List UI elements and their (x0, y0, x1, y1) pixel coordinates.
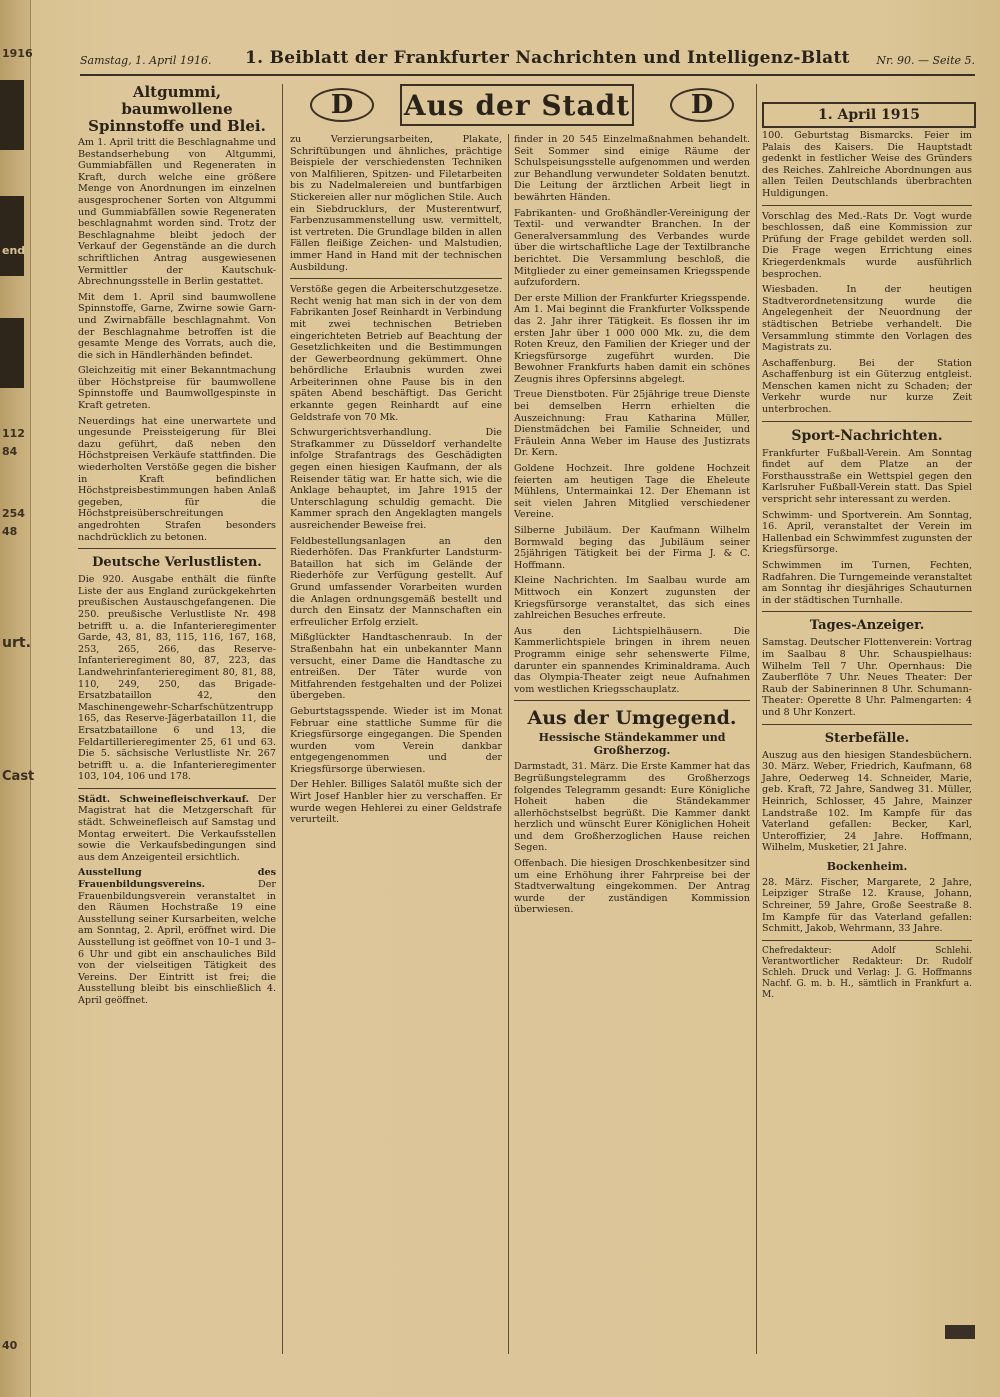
section-rule (78, 548, 276, 549)
section-title: Sport-Nachrichten. (791, 427, 943, 444)
edge-fragment: 112 (2, 427, 25, 440)
section-headline: Aus der Umgegend. (527, 707, 737, 730)
article-paragraph: finder in 20 545 Einzelmaßnahmen behandelt. Seit Sommer sind einige Räume der Schulspeisungsstelle aufgenommen und werden zur Behandlung verwundeter Soldaten benutzt. Die Leitung der ärztlichen Arbeit liegt in bewährten Händen. (514, 134, 750, 203)
imprint: Chefredakteur: Adolf Schlehi. Verantwortlicher Redakteur: Dr. Rudolf Schleh. Druck und Verlag: J. G. Hoffmanns Nachf. G. m. b. H., sämtlich in Frankfurt a. M. (762, 945, 972, 1000)
column-divider (282, 84, 283, 1354)
edge-dark-block (0, 196, 24, 276)
article-paragraph: Schwurgerichtsverhandlung. Die Strafkammer zu Düsseldorf verhandelte infolge Strafantrags des Geschädigten gegen einen hiesigen Kaufmann, der als Reisender tätig war. Er hatte sich, wie die Anklage behauptet, im Jahre 1915 der Unterschlagung schuldig gemacht. Die Kammer sprach den Angeklagten mangels ausreichender Beweise frei. (290, 427, 502, 531)
article-paragraph: Samstag. Deutscher Flottenverein: Vortrag im Saalbau 8 Uhr. Schauspielhaus: Wilhelm Tell 7 Uhr. Opernhaus: Die Zauberflöte 7 Uhr. Neues Theater: Der Raub der Sabinerinnen 8 Uhr. Schumann-Theater: Operette 8 Uhr. Palmengarten: 4 und 8 Uhr Konzert. (762, 637, 972, 718)
article-paragraph: Vorschlag des Med.-Rats Dr. Vogt wurde beschlossen, daß eine Kommission zur Prüfung der Frage gebildet werden soll. Die Frage wegen Errichtung eines Kriegerdenkmals wurde ausführlich besprochen. (762, 210, 972, 280)
section-title: Bockenheim. (826, 859, 908, 873)
article-paragraph: 100. Geburtstag Bismarcks. Feier im Palais des Kaisers. Die Hauptstadt gedenkt in festlicher Weise des Gründers des Reiches. Zahlreiche Abordnungen aus allen Teilen Deutschlands überbrachten Huldigungen. (762, 130, 972, 199)
edge-fragment: 48 (2, 525, 18, 538)
article-paragraph: Feldbestellungsanlagen an den Riederhöfen. Das Frankfurter Landsturm-Bataillon hat sich im Gelände der Riederhöfe zur Verfügung gestellt. Auf Grund umfassender Vorarbeiten wurden die Anlagen ordnungsgemäß bestellt und durch den Einsatz der Mannschaften ein erfreulicher Erfolg erzielt. (290, 535, 502, 628)
corner-mark (945, 1325, 975, 1339)
edge-dark-block (0, 318, 24, 388)
article-paragraph: Aschaffenburg. Bei der Station Aschaffenburg ist ein Güterzug entgleist. Menschen kamen nicht zu Schaden; der Verkehr wurde nur kurze Zeit unterbrochen. (762, 357, 972, 416)
date-box (762, 102, 976, 128)
banner-ornament-right: D (670, 88, 734, 122)
column-2 (290, 134, 502, 830)
date-box-label: 1. April 1915 (818, 107, 920, 123)
masthead-page-number: Nr. 90. — Seite 5. (876, 54, 975, 67)
article-paragraph: Geburtstagsspende. Wieder ist im Monat Februar eine stattliche Summe für die Kriegsfürsorge eingegangen. Die Spenden wurden vom Verein dankbar entgegengenommen und der Kriegsfürsorge überwiesen. (290, 705, 502, 775)
article-paragraph: Darmstadt, 31. März. Die Erste Kammer hat das Begrüßungstelegramm des Großherzogs folgendes Telegramm gesandt: Eure Königliche Hoheit haben die Ständekammer allerhöchstselbst begrüßt. Die Kammer dankt herzlich und wünscht Eurer Königlichen Hoheit und dem Großherzoglichen Hause reichen Segen. (514, 761, 750, 854)
article-headline: Altgummi, baumwollene Spinnstoffe und Blei. (88, 83, 266, 135)
edge-fragment: 1916 (2, 47, 33, 60)
edge-fragment: urt. (2, 635, 31, 651)
section-rule (514, 700, 750, 701)
article-paragraph: 28. März. Fischer, Margarete, 2 Jahre, Leipziger Straße 12. Krause, Johann, Schreiner, 59 Jahre, Große Seestraße 8. Im Kampfe für das Vaterland gefallen: Schmitt, Jakob, Wehrmann, 33 Jahre. (762, 876, 972, 935)
article-paragraph: Schwimmen im Turnen, Fechten, Radfahren. Die Turngemeinde veranstaltet am Sonntag ihr diesjähriges Schauturnen in der städtischen Turnhalle. (762, 560, 972, 606)
banner-box (400, 84, 634, 126)
article-paragraph: Gleichzeitig mit einer Bekanntmachung über Höchstpreise für baumwollene Spinnstoffe und Baumwollgespinste in Kraft getreten. (78, 365, 276, 412)
article-paragraph: zu Verzierungsarbeiten, Plakate, Schriftübungen und ähnliches, prächtige Beispiele der verschiedensten Techniken von Malfilieren, Spitzen- und Filetarbeiten bis zu Nadelmalereien und buntfarbigen Stickereien aller nur möglichen Stile. Auch ein Siebdrucklurs, der Musterentwurf, Farbenzusammenstellung usw. vermittelt, ist vertreten. Die Grundlage bilden in allen Fällen fleißige Zeichen- und Malstudien, immer Hand in Hand mit der technischen Ausbildung. (290, 134, 502, 273)
section-title: Sterbefälle. (824, 730, 910, 746)
item-text: Der Frauenbildungsverein veranstaltet in den Räumen Hochstraße 19 eine Ausstellung seiner Kursarbeiten, welche am Sonntag, 2. April, eröffnet wird. Die Ausstellung ist geöffnet von 10–1 und 3–6 Uhr und gibt ein anschauliches Bild von der vielseitigen Tätigkeit des Vereins. Der Eintritt ist frei; die Ausstellung bleibt bis einschließlich 4. April geöffnet. (78, 879, 276, 1006)
section-rule (762, 724, 972, 725)
edge-fragment: Cast (2, 769, 35, 784)
article-paragraph: Auszug aus den hiesigen Standesbüchern. 30. März. Weber, Friedrich, Kaufmann, 68 Jahre, Oederweg 14. Schneider, Marie, geb. Kraft, 72 Jahre, Sandweg 31. Müller, Heinrich, Schlosser, 45 Jahre, Mainzer Landstraße 102. Im Kampfe für das Vaterland gefallen: Becker, Karl, Unteroffizier, 24 Jahre. Hoffmann, Wilhelm, Musketier, 21 Jahre. (762, 749, 972, 854)
article-paragraph: Offenbach. Die hiesigen Droschkenbesitzer sind um eine Erhöhung ihrer Fahrpreise bei der Stadtverwaltung eingekommen. Der Antrag wurde der zuständigen Kommission überwiesen. (514, 858, 750, 916)
article-paragraph: Der Hehler. Billiges Salatöl mußte sich der Wirt Josef Hanbler hier zu verschaffen. Er wurde wegen Hehlerei zu einer Geldstrafe verurteilt. (290, 779, 502, 826)
article-paragraph: Die 920. Ausgabe enthält die fünfte Liste der aus England zurückgekehrten preußischen Austauschgefangenen. Die 250. preußische Verlustliste Nr. 498 betrifft u. a. die Infanterieregimenter Garde, 43, 81, 83, 115, 116, 167, 168, 253, 265, 266, das Reserve-Infanterieregiment 80, 87, 223, das Landwehrinfanterieregiment 80, 81, 88, 110, 249, 250, das Brigade-Ersatzbataillon 42, den Maschinengewehr-Scharfschützentrupp 165, das Reserve-Jägerbataillon 11, die Ersatzbataillone 6 und 13, die Feldartillerieregimenter 25, 61 und 63. Die 5. sächsische Verlustliste Nr. 267 betrifft u. a. die Infanterieregimenter 103, 104, 106 und 178. (78, 574, 276, 783)
banner-ornament-left: D (310, 88, 374, 122)
article-paragraph: Wiesbaden. In der heutigen Stadtverordnetensitzung wurde die Angelegenheit der Neuordnung der städtischen Betriebe verhandelt. Die Versammlung stimmte den Vorlagen des Magistrats zu. (762, 284, 972, 354)
section-rule (78, 788, 276, 789)
article-paragraph: Kleine Nachrichten. Im Saalbau wurde am Mittwoch ein Konzert zugunsten der Kriegsfürsorge veranstaltet, das sich eines zahlreichen Besuches erfreute. (514, 575, 750, 622)
article-paragraph: Goldene Hochzeit. Ihre goldene Hochzeit feierten am heutigen Tage die Eheleute Mühlens, Untermainkai 12. Der Ehemann ist seit vielen Jahren Mitglied verschiedener Vereine. (514, 463, 750, 521)
section-banner (290, 84, 750, 126)
edge-dark-block (0, 80, 24, 150)
article-paragraph: Schwimm- und Sportverein. Am Sonntag, 16. April, veranstaltet der Verein im Hallenbad ein Schwimmfest zugunsten der Kriegsfürsorge. (762, 509, 972, 556)
article-paragraph: Der erste Million der Frankfurter Kriegsspende. Am 1. Mai beginnt die Frankfurter Volksspende das 2. Jahr ihrer Tätigkeit. Es flossen ihr im ersten Jahr über 1 000 000 Mk. zu, die dem Roten Kreuz, den Familien der Krieger und der Kriegsfürsorge zugeführt wurden. Die Bewohner Frankfurts haben damit ein schönes Zeugnis ihres Opfersinns abgelegt. (514, 292, 750, 385)
article-paragraph: Mißglückter Handtaschenraub. In der Straßenbahn hat ein unbekannter Mann versucht, einer Dame die Handtasche zu entreißen. Der Täter wurde von Mitfahrenden festgehalten und der Polizei übergeben. (290, 632, 502, 702)
section-title: Deutsche Verlustlisten. (92, 555, 262, 571)
section-rule (762, 940, 972, 941)
edge-fragment: 254 (2, 507, 25, 520)
column-divider (756, 84, 757, 1354)
item-title: Ausstellung des Frauenbildungsvereins. (78, 867, 276, 891)
banner-title: Aus der Stadt (403, 88, 631, 122)
article-paragraph: Neuerdings hat eine unerwartete und ungesunde Preissteigerung für Blei dazu geführt, daß neben den Höchstpreisen Verkäufe stattfinden. Die wiederholten Verstöße gegen die bisher in Kraft befindlichen Höchstpreisbestimmungen haben Anlaß gegeben, für die Höchstpreisüberschreitungen angedrohten Strafen besonders nachdrücklich zu betonen. (78, 415, 276, 543)
section-title: Tages-Anzeiger. (809, 618, 925, 634)
article-paragraph: Treue Dienstboten. Für 25jährige treue Dienste bei demselben Herrn erhielten die Auszeichnung: Frau Katharina Müller, Dienstmädchen bei Familie Schneider, und Fräulein Anna Weber im Hause des Justizrats Dr. Kern. (514, 389, 750, 459)
section-rule (762, 421, 972, 422)
column-divider (508, 134, 509, 1354)
article-paragraph: Aus den Lichtspielhäusern. Die Kammerlichtspiele bringen in ihrem neuen Programm einige sehr sehenswerte Filme, darunter ein spannendes Kriminaldrama. Auch das Olympia-Theater zeigt neue Aufnahmen vom westlichen Kriegsschauplatz. (514, 625, 750, 695)
section-subtitle: Hessische Ständekammer und Großherzog. (538, 731, 726, 758)
masthead (80, 46, 975, 76)
section-rule (762, 611, 972, 612)
article-paragraph: Frankfurter Fußball-Verein. Am Sonntag findet auf dem Platze an der Forsthausstraße ein Wettspiel gegen den Karlsruher Fußball-Verein statt. Das Spiel verspricht sehr interessant zu werden. (762, 447, 972, 506)
masthead-date: Samstag, 1. April 1916. (80, 54, 212, 67)
column-3 (514, 134, 750, 920)
article-paragraph: Verstöße gegen die Arbeiterschutzgesetze. Recht wenig hat man sich in der von dem Fabrikanten Josef Reinhardt in Verbindung mit zwei technischen Betrieben eingerichteten Betrieb auf Beachtung der Gesetzlichkeiten und die Bestimmungen der Gewerbeordnung gekümmert. Ohne behördliche Erlaubnis wurden zwei Arbeiterinnen ohne Pause bis in den späten Abend beschäftigt. Das Gericht erkannte gegen Reinhardt auf eine Geldstrafe von 70 Mk. (290, 284, 502, 423)
item-text: Der Magistrat hat die Metzgerschaft für städt. Schweinefleisch auf Samstag und Montag erweitert. Die Verkaufsstellen sowie die Verkaufsbedingungen sind aus dem Anzeigenteil ersichtlich. (78, 793, 276, 863)
article-paragraph: Fabrikanten- und Großhändler-Vereinigung der Textil- und verwandter Branchen. In der Generalversammlung des Verbandes wurde über die wirtschaftliche Lage der Textilbranche berichtet. Die Versammlung beschloß, die Mitglieder zu einer gemeinsamen Kriegsspende aufzufordern. (514, 207, 750, 289)
left-edge-adjacent-page (0, 0, 35, 1397)
edge-fragment: 40 (2, 1339, 18, 1352)
section-rule (290, 278, 502, 279)
edge-fragment: 84 (2, 445, 18, 458)
article-paragraph: Mit dem 1. April sind baumwollene Spinnstoffe, Garne, Zwirne sowie Garn- und Zwirnabfälle beschlagnahmt. Von der Beschlagnahme betroffen ist die gesamte Menge des Vorrats, auch die, die sich in Händlerhänden befindet. (78, 291, 276, 361)
item-title: Städt. Schweinefleischverkauf. (78, 793, 249, 805)
masthead-title: 1. Beiblatt der Frankfurter Nachrichten und Intelligenz-Blatt (245, 48, 850, 68)
column-4 (762, 130, 972, 1005)
column-1 (78, 84, 276, 1011)
section-rule (762, 205, 972, 206)
edge-fragment: end (2, 244, 26, 257)
article-paragraph: Am 1. April tritt die Beschlagnahme und Bestandserhebung von Altgummi, Gummiabfällen und Regeneraten in Kraft, durch welche eine größere Menge von Anordnungen im einzelnen ausgesprochener Sorten von Altgummi und Gummiabfällen sowie Regeneraten beschlagnahmt worden sind. Trotz der Beschlagnahme bleibt jedoch der Verkauf der Gegenstände an die durch schriftlichen Antrag ausgewiesenen Vermittler der Kautschuk-Abrechnungsstelle in Berlin gestattet. (78, 137, 276, 288)
article-paragraph: Silberne Jubiläum. Der Kaufmann Wilhelm Bormwald beging das Jubiläum seiner 25jährigen Tätigkeit bei der Firma J. & C. Hoffmann. (514, 525, 750, 571)
